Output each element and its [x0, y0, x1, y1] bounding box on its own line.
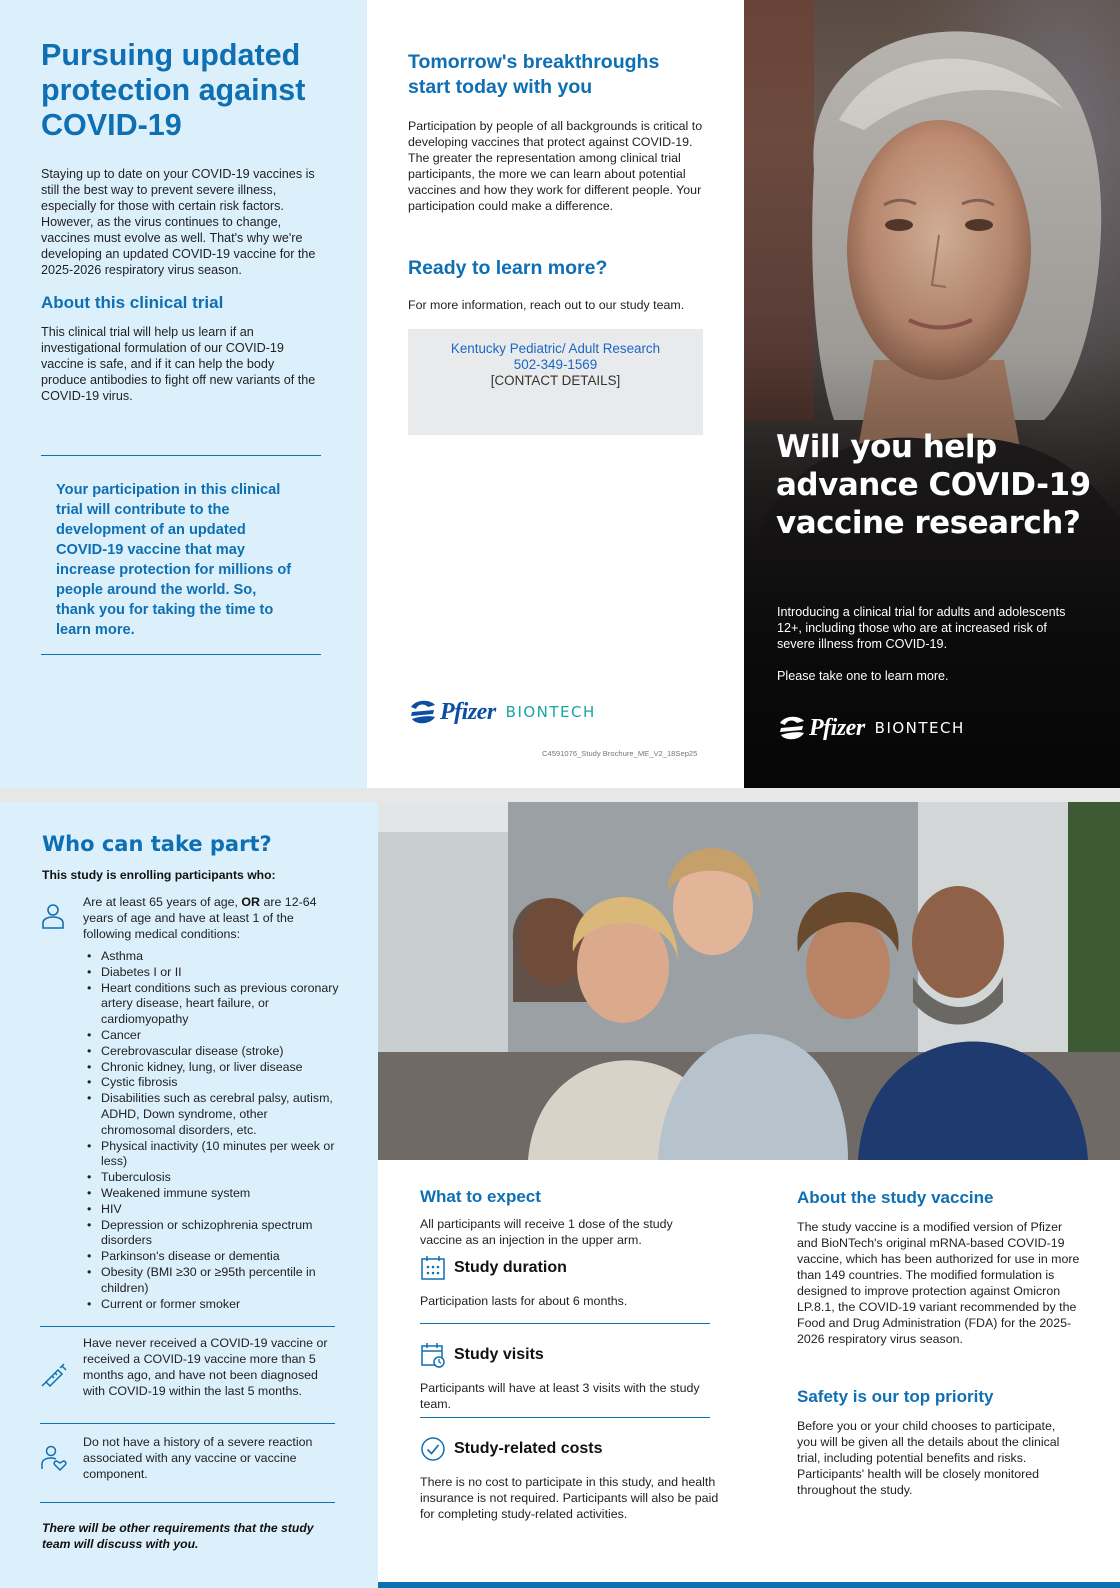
footer-accent-bar [378, 1582, 1120, 1588]
study-visits-heading-row [420, 1342, 544, 1368]
divider [40, 1502, 335, 1503]
study-costs-heading: Study-related costs [454, 1440, 603, 1457]
callout-quote: Your participation in this clinical trial will contribute to the development of an updated COVID-19 vaccine that may increase protection for millions of people around the world. So, thank you for taking the time to learn more. [56, 482, 292, 638]
study-visits-heading: Study visits [454, 1346, 544, 1363]
safety-paragraph: Before you or your child chooses to participate, you will be given all the details about the clinical trial, including potential benefits and risks. Participants' health will be closely monitored throughout the study. [797, 1419, 1060, 1497]
breakthroughs-heading: Tomorrow's breakthroughs start today with you [408, 51, 660, 98]
study-duration-paragraph: Participation lasts for about 6 months. [420, 1294, 628, 1308]
criterion-no-reaction: Do not have a history of a severe reaction associated with any vaccine or vaccine component. [83, 1435, 313, 1481]
ready-heading: Ready to learn more? [408, 257, 608, 279]
checkmark-circle-icon [420, 1436, 446, 1462]
intro-paragraph: Staying up to date on your COVID-19 vaccines is still the best way to prevent severe illness, especially for those with certain risk factors. However, as the virus continues to change, vaccines must evolve as well. That's why we're developing an updated COVID-19 vaccine for the 2025-2026 respiratory virus season. [41, 167, 316, 277]
panel-intro [0, 0, 367, 788]
what-to-expect-heading: What to expect [420, 1187, 541, 1206]
person-icon [40, 902, 68, 930]
list-item: • Cancer [101, 1028, 341, 1044]
list-item: • Chronic kidney, lung, or liver disease [101, 1060, 341, 1076]
divider [420, 1323, 710, 1324]
study-vaccine-heading: About the study vaccine [797, 1188, 994, 1207]
list-item: • Diabetes I or II [101, 965, 341, 981]
contact-details-placeholder: [CONTACT DETAILS] [490, 373, 621, 388]
conditions-list [101, 949, 341, 1312]
study-vaccine-paragraph: The study vaccine is a modified version of Pfizer and BioNTech's original mRNA-based COVID-19 vaccine, which has been authorized for use in more than 149 countries. The modified formulation is designed to improve protection against Omicron LP.8.1, the COVID-19 variant recommended by the Food and Drug Administration (FDA) for the 2025-2026 respiratory virus season. [797, 1220, 1080, 1346]
cover-panel [744, 0, 1120, 788]
page-fold-gap [0, 788, 1120, 802]
study-visits-paragraph: Participants will have at least 3 visits with the study team. [420, 1381, 700, 1411]
panel-study-details [378, 802, 1120, 1588]
about-trial-paragraph: This clinical trial will help us learn if an investigational formulation of our COVID-19 vaccine is safe, and if it can help the body produce antibodies to fight off new variants of the COVID-19 virus. [41, 325, 316, 403]
enrolling-subheading: This study is enrolling participants who: [42, 868, 276, 882]
calendar-icon [420, 1255, 446, 1281]
pfizer-swoosh-icon [777, 713, 807, 743]
cover-cta: Please take one to learn more. [777, 669, 949, 683]
contact-box [408, 329, 703, 435]
family-photo [378, 802, 1120, 1160]
breakthroughs-paragraph: Participation by people of all backgrounds is critical to developing vaccines that protect against COVID-19. The greater the representation among clinical trial participants, the more we can learn about potential vaccines and how they work for different people. Your participation could make a difference. [408, 119, 703, 213]
list-item: • Asthma [101, 949, 341, 965]
study-costs-paragraph: There is no cost to participate in this study, and health insurance is not required. Participants will also be paid for completing study-related activities. [420, 1475, 719, 1521]
divider [40, 1326, 335, 1327]
person-heart-icon [40, 1444, 68, 1472]
list-item: • Physical inactivity (10 minutes per week or less) [101, 1139, 341, 1171]
divider [420, 1417, 710, 1418]
divider [41, 654, 321, 655]
sponsor-logo [408, 697, 596, 727]
list-item: • Weakened immune system [101, 1186, 341, 1202]
page-title: Pursuing updated protection against COVID-19 [41, 38, 306, 142]
cover-title: Will you help advance COVID-19 vaccine research? [776, 429, 1091, 541]
divider [41, 455, 321, 456]
list-item: • Disabilities such as cerebral palsy, autism, ADHD, Down syndrome, other chromosomal disorders, etc. [101, 1091, 341, 1138]
requirements-footnote: There will be other requirements that the study team will discuss with you. [42, 1521, 314, 1551]
biontech-wordmark: BIONTECH [874, 719, 965, 737]
cover-intro: Introducing a clinical trial for adults and adolescents 12+, including those who are at increased risk of severe illness from COVID-19. [777, 605, 1066, 651]
ready-paragraph: For more information, reach out to our study team. [408, 298, 685, 312]
study-duration-heading: Study duration [454, 1259, 567, 1276]
list-item: • Cystic fibrosis [101, 1075, 341, 1091]
study-costs-heading-row [420, 1436, 602, 1462]
about-trial-heading: About this clinical trial [41, 293, 224, 312]
pfizer-wordmark: Pfizer [809, 714, 865, 741]
safety-heading: Safety is our top priority [797, 1387, 994, 1406]
list-item: • Current or former smoker [101, 1297, 341, 1313]
panel-eligibility [0, 802, 378, 1588]
study-duration-heading-row [420, 1255, 567, 1281]
document-reference-code: C4591076_Study Brochure_ME_V2_18Sep25 [542, 749, 698, 758]
eligibility-heading: Who can take part? [42, 832, 272, 856]
syringe-icon [40, 1360, 68, 1388]
what-to-expect-paragraph: All participants will receive 1 dose of the study vaccine as an injection in the upper arm. [420, 1217, 673, 1247]
list-item: • Depression or schizophrenia spectrum disorders [101, 1218, 341, 1250]
list-item: • Heart conditions such as previous coronary artery disease, heart failure, or cardiomyopathy [101, 981, 341, 1028]
contact-name: Kentucky Pediatric/ Adult Research [450, 341, 661, 356]
list-item: • Obesity (BMI ≥30 or ≥95th percentile in children) [101, 1265, 341, 1297]
pfizer-wordmark: Pfizer [440, 698, 496, 725]
list-item: • Parkinson's disease or dementia [101, 1249, 341, 1265]
pfizer-swoosh-icon [408, 697, 438, 727]
list-item: • HIV [101, 1202, 341, 1218]
cover-sponsor-logo [777, 713, 965, 743]
criterion-age: Are at least 65 years of age, OR are 12-64 years of age and have at least 1 of the following medical conditions: [83, 895, 317, 941]
criterion-prior-vaccine: Have never received a COVID-19 vaccine or received a COVID-19 vaccine more than 5 months ago, and have not been diagnosed with COVID-19 within the last 5 months. [83, 1336, 328, 1398]
list-item: • Cerebrovascular disease (stroke) [101, 1044, 341, 1060]
divider [40, 1423, 335, 1424]
list-item: • Tuberculosis [101, 1170, 341, 1186]
contact-phone[interactable]: 502-349-1569 [513, 356, 598, 372]
calendar-clock-icon [420, 1342, 446, 1368]
biontech-wordmark: BIONTECH [505, 703, 596, 721]
